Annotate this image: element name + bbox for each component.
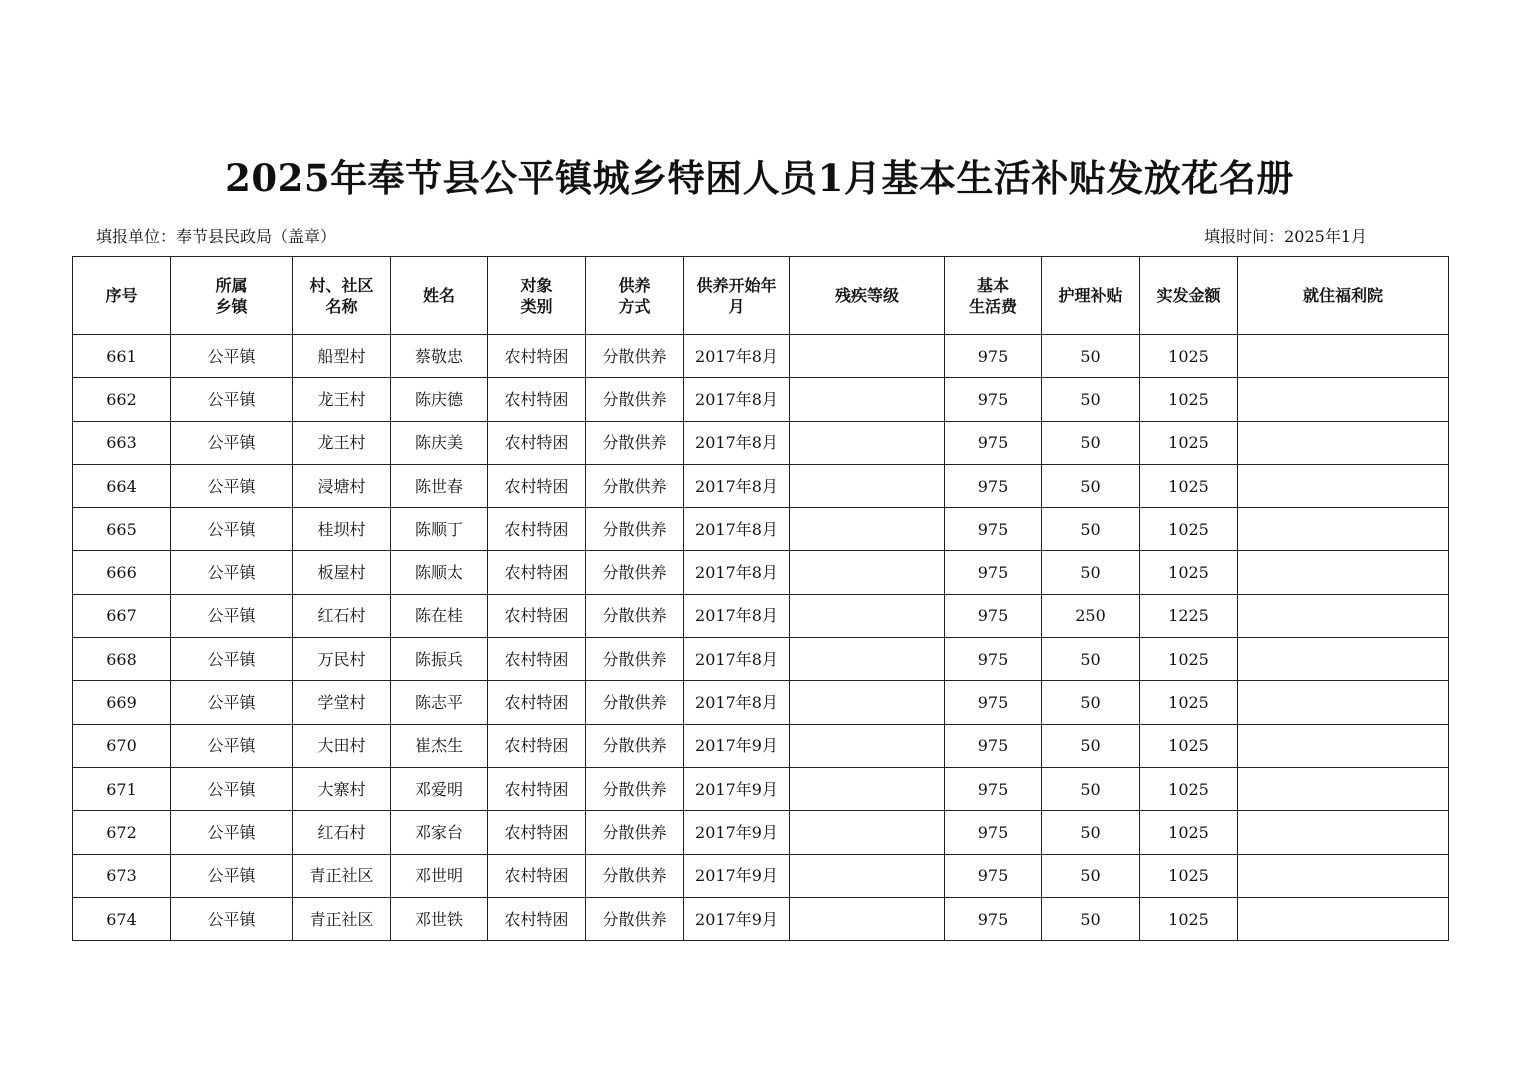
cell-disability	[790, 897, 945, 940]
cell-welfare-home	[1238, 767, 1449, 810]
cell-start-date: 2017年8月	[684, 681, 790, 724]
cell-welfare-home	[1238, 421, 1449, 464]
cell-start-date: 2017年8月	[684, 508, 790, 551]
header-welfare-home: 就住福利院	[1238, 257, 1449, 335]
cell-category: 农村特困	[488, 508, 586, 551]
cell-welfare-home	[1238, 724, 1449, 767]
cell-name: 陈庆美	[391, 421, 488, 464]
cell-welfare-home	[1238, 638, 1449, 681]
cell-seq: 666	[73, 551, 171, 594]
cell-town: 公平镇	[171, 897, 293, 940]
header-name: 姓名	[391, 257, 488, 335]
cell-village: 船型村	[293, 335, 391, 378]
cell-category: 农村特困	[488, 811, 586, 854]
cell-care-subsidy: 50	[1042, 811, 1140, 854]
cell-name: 陈志平	[391, 681, 488, 724]
table-row	[73, 897, 1449, 940]
cell-welfare-home	[1238, 897, 1449, 940]
cell-amount: 1025	[1140, 378, 1238, 421]
cell-amount: 1025	[1140, 897, 1238, 940]
cell-care-subsidy: 250	[1042, 594, 1140, 637]
cell-start-date: 2017年9月	[684, 724, 790, 767]
cell-amount: 1025	[1140, 464, 1238, 507]
cell-basic-living: 975	[945, 335, 1042, 378]
cell-disability	[790, 594, 945, 637]
cell-care-subsidy: 50	[1042, 464, 1140, 507]
cell-seq: 662	[73, 378, 171, 421]
table-row	[73, 811, 1449, 854]
cell-category: 农村特困	[488, 335, 586, 378]
roster-table	[72, 256, 1449, 941]
header-amount: 实发金额	[1140, 257, 1238, 335]
fill-unit-label: 填报单位：奉节县民政局（盖章）	[96, 227, 337, 246]
table-row	[73, 594, 1449, 637]
cell-amount: 1025	[1140, 854, 1238, 897]
cell-name: 陈顺丁	[391, 508, 488, 551]
cell-village: 青正社区	[293, 897, 391, 940]
cell-basic-living: 975	[945, 854, 1042, 897]
cell-name: 邓爱明	[391, 767, 488, 810]
cell-village: 学堂村	[293, 681, 391, 724]
cell-category: 农村特困	[488, 551, 586, 594]
cell-start-date: 2017年9月	[684, 767, 790, 810]
table-row	[73, 335, 1449, 378]
cell-welfare-home	[1238, 378, 1449, 421]
cell-start-date: 2017年8月	[684, 594, 790, 637]
cell-care-subsidy: 50	[1042, 378, 1140, 421]
cell-start-date: 2017年9月	[684, 897, 790, 940]
cell-care-subsidy: 50	[1042, 854, 1140, 897]
cell-amount: 1025	[1140, 681, 1238, 724]
cell-support-mode: 分散供养	[586, 464, 684, 507]
cell-basic-living: 975	[945, 378, 1042, 421]
cell-disability	[790, 378, 945, 421]
cell-disability	[790, 335, 945, 378]
cell-care-subsidy: 50	[1042, 681, 1140, 724]
cell-disability	[790, 681, 945, 724]
cell-care-subsidy: 50	[1042, 508, 1140, 551]
cell-village: 龙王村	[293, 421, 391, 464]
cell-seq: 668	[73, 638, 171, 681]
cell-start-date: 2017年8月	[684, 638, 790, 681]
cell-welfare-home	[1238, 508, 1449, 551]
cell-support-mode: 分散供养	[586, 551, 684, 594]
cell-basic-living: 975	[945, 681, 1042, 724]
cell-start-date: 2017年9月	[684, 854, 790, 897]
cell-care-subsidy: 50	[1042, 551, 1140, 594]
cell-name: 陈世春	[391, 464, 488, 507]
cell-village: 板屋村	[293, 551, 391, 594]
cell-town: 公平镇	[171, 551, 293, 594]
document-title: 2025年奉节县公平镇城乡特困人员1月基本生活补贴发放花名册	[225, 156, 1294, 200]
cell-support-mode: 分散供养	[586, 594, 684, 637]
cell-care-subsidy: 50	[1042, 724, 1140, 767]
cell-basic-living: 975	[945, 767, 1042, 810]
cell-support-mode: 分散供养	[586, 508, 684, 551]
cell-basic-living: 975	[945, 811, 1042, 854]
cell-support-mode: 分散供养	[586, 897, 684, 940]
cell-seq: 674	[73, 897, 171, 940]
header-village: 村、社区 名称	[293, 257, 391, 335]
cell-support-mode: 分散供养	[586, 724, 684, 767]
header-start-date: 供养开始年 月	[684, 257, 790, 335]
cell-category: 农村特困	[488, 724, 586, 767]
table-row	[73, 638, 1449, 681]
cell-name: 陈顺太	[391, 551, 488, 594]
cell-basic-living: 975	[945, 897, 1042, 940]
cell-amount: 1025	[1140, 551, 1238, 594]
cell-amount: 1025	[1140, 335, 1238, 378]
cell-start-date: 2017年8月	[684, 551, 790, 594]
cell-name: 邓世明	[391, 854, 488, 897]
cell-village: 大田村	[293, 724, 391, 767]
cell-start-date: 2017年8月	[684, 378, 790, 421]
cell-town: 公平镇	[171, 378, 293, 421]
cell-basic-living: 975	[945, 551, 1042, 594]
cell-start-date: 2017年8月	[684, 335, 790, 378]
cell-town: 公平镇	[171, 464, 293, 507]
cell-amount: 1025	[1140, 724, 1238, 767]
cell-seq: 670	[73, 724, 171, 767]
cell-basic-living: 975	[945, 464, 1042, 507]
cell-care-subsidy: 50	[1042, 897, 1140, 940]
cell-town: 公平镇	[171, 811, 293, 854]
cell-care-subsidy: 50	[1042, 767, 1140, 810]
cell-town: 公平镇	[171, 724, 293, 767]
header-basic-living: 基本 生活费	[945, 257, 1042, 335]
cell-town: 公平镇	[171, 335, 293, 378]
cell-disability	[790, 724, 945, 767]
cell-care-subsidy: 50	[1042, 335, 1140, 378]
cell-care-subsidy: 50	[1042, 421, 1140, 464]
cell-basic-living: 975	[945, 638, 1042, 681]
cell-town: 公平镇	[171, 638, 293, 681]
cell-name: 陈振兵	[391, 638, 488, 681]
cell-support-mode: 分散供养	[586, 767, 684, 810]
table-row	[73, 551, 1449, 594]
cell-welfare-home	[1238, 335, 1449, 378]
cell-welfare-home	[1238, 464, 1449, 507]
cell-start-date: 2017年8月	[684, 421, 790, 464]
cell-town: 公平镇	[171, 767, 293, 810]
table-row	[73, 421, 1449, 464]
cell-village: 红石村	[293, 811, 391, 854]
cell-seq: 665	[73, 508, 171, 551]
cell-village: 龙王村	[293, 378, 391, 421]
cell-category: 农村特困	[488, 421, 586, 464]
cell-basic-living: 975	[945, 594, 1042, 637]
cell-seq: 673	[73, 854, 171, 897]
cell-support-mode: 分散供养	[586, 378, 684, 421]
cell-village: 青正社区	[293, 854, 391, 897]
cell-village: 浸塘村	[293, 464, 391, 507]
cell-seq: 671	[73, 767, 171, 810]
cell-disability	[790, 508, 945, 551]
table-header-row	[73, 257, 1449, 335]
cell-support-mode: 分散供养	[586, 638, 684, 681]
cell-name: 邓世铁	[391, 897, 488, 940]
cell-name: 邓家台	[391, 811, 488, 854]
cell-disability	[790, 638, 945, 681]
cell-seq: 669	[73, 681, 171, 724]
cell-disability	[790, 854, 945, 897]
cell-town: 公平镇	[171, 681, 293, 724]
cell-seq: 667	[73, 594, 171, 637]
cell-seq: 663	[73, 421, 171, 464]
cell-town: 公平镇	[171, 421, 293, 464]
table-row	[73, 767, 1449, 810]
cell-welfare-home	[1238, 811, 1449, 854]
cell-amount: 1025	[1140, 421, 1238, 464]
cell-disability	[790, 767, 945, 810]
cell-seq: 672	[73, 811, 171, 854]
cell-seq: 664	[73, 464, 171, 507]
table-row	[73, 508, 1449, 551]
cell-name: 陈在桂	[391, 594, 488, 637]
cell-category: 农村特困	[488, 464, 586, 507]
cell-welfare-home	[1238, 551, 1449, 594]
cell-disability	[790, 551, 945, 594]
cell-basic-living: 975	[945, 508, 1042, 551]
cell-village: 大寨村	[293, 767, 391, 810]
cell-welfare-home	[1238, 681, 1449, 724]
cell-seq: 661	[73, 335, 171, 378]
table-row	[73, 724, 1449, 767]
table-row	[73, 464, 1449, 507]
cell-village: 桂坝村	[293, 508, 391, 551]
cell-amount: 1025	[1140, 767, 1238, 810]
cell-disability	[790, 464, 945, 507]
header-disability: 残疾等级	[790, 257, 945, 335]
cell-town: 公平镇	[171, 854, 293, 897]
cell-amount: 1025	[1140, 811, 1238, 854]
cell-support-mode: 分散供养	[586, 811, 684, 854]
roster-body	[73, 335, 1449, 941]
cell-town: 公平镇	[171, 508, 293, 551]
cell-category: 农村特困	[488, 378, 586, 421]
cell-name: 陈庆德	[391, 378, 488, 421]
cell-village: 万民村	[293, 638, 391, 681]
header-town: 所属 乡镇	[171, 257, 293, 335]
cell-support-mode: 分散供养	[586, 421, 684, 464]
cell-category: 农村特困	[488, 594, 586, 637]
cell-amount: 1025	[1140, 508, 1238, 551]
header-category: 对象 类别	[488, 257, 586, 335]
cell-basic-living: 975	[945, 724, 1042, 767]
cell-category: 农村特困	[488, 767, 586, 810]
cell-town: 公平镇	[171, 594, 293, 637]
cell-support-mode: 分散供养	[586, 854, 684, 897]
cell-category: 农村特困	[488, 897, 586, 940]
header-seq: 序号	[73, 257, 171, 335]
header-support-mode: 供养 方式	[586, 257, 684, 335]
table-row	[73, 378, 1449, 421]
cell-village: 红石村	[293, 594, 391, 637]
cell-support-mode: 分散供养	[586, 335, 684, 378]
table-row	[73, 681, 1449, 724]
cell-name: 崔杰生	[391, 724, 488, 767]
cell-category: 农村特困	[488, 638, 586, 681]
cell-basic-living: 975	[945, 421, 1042, 464]
cell-welfare-home	[1238, 854, 1449, 897]
cell-category: 农村特困	[488, 681, 586, 724]
cell-support-mode: 分散供养	[586, 681, 684, 724]
cell-welfare-home	[1238, 594, 1449, 637]
cell-care-subsidy: 50	[1042, 638, 1140, 681]
table-row	[73, 854, 1449, 897]
cell-start-date: 2017年8月	[684, 464, 790, 507]
cell-disability	[790, 811, 945, 854]
cell-disability	[790, 421, 945, 464]
header-care-subsidy: 护理补贴	[1042, 257, 1140, 335]
cell-category: 农村特困	[488, 854, 586, 897]
cell-name: 蔡敬忠	[391, 335, 488, 378]
cell-start-date: 2017年9月	[684, 811, 790, 854]
fill-time-label: 填报时间：2025年1月	[1204, 227, 1367, 246]
cell-amount: 1025	[1140, 638, 1238, 681]
cell-amount: 1225	[1140, 594, 1238, 637]
